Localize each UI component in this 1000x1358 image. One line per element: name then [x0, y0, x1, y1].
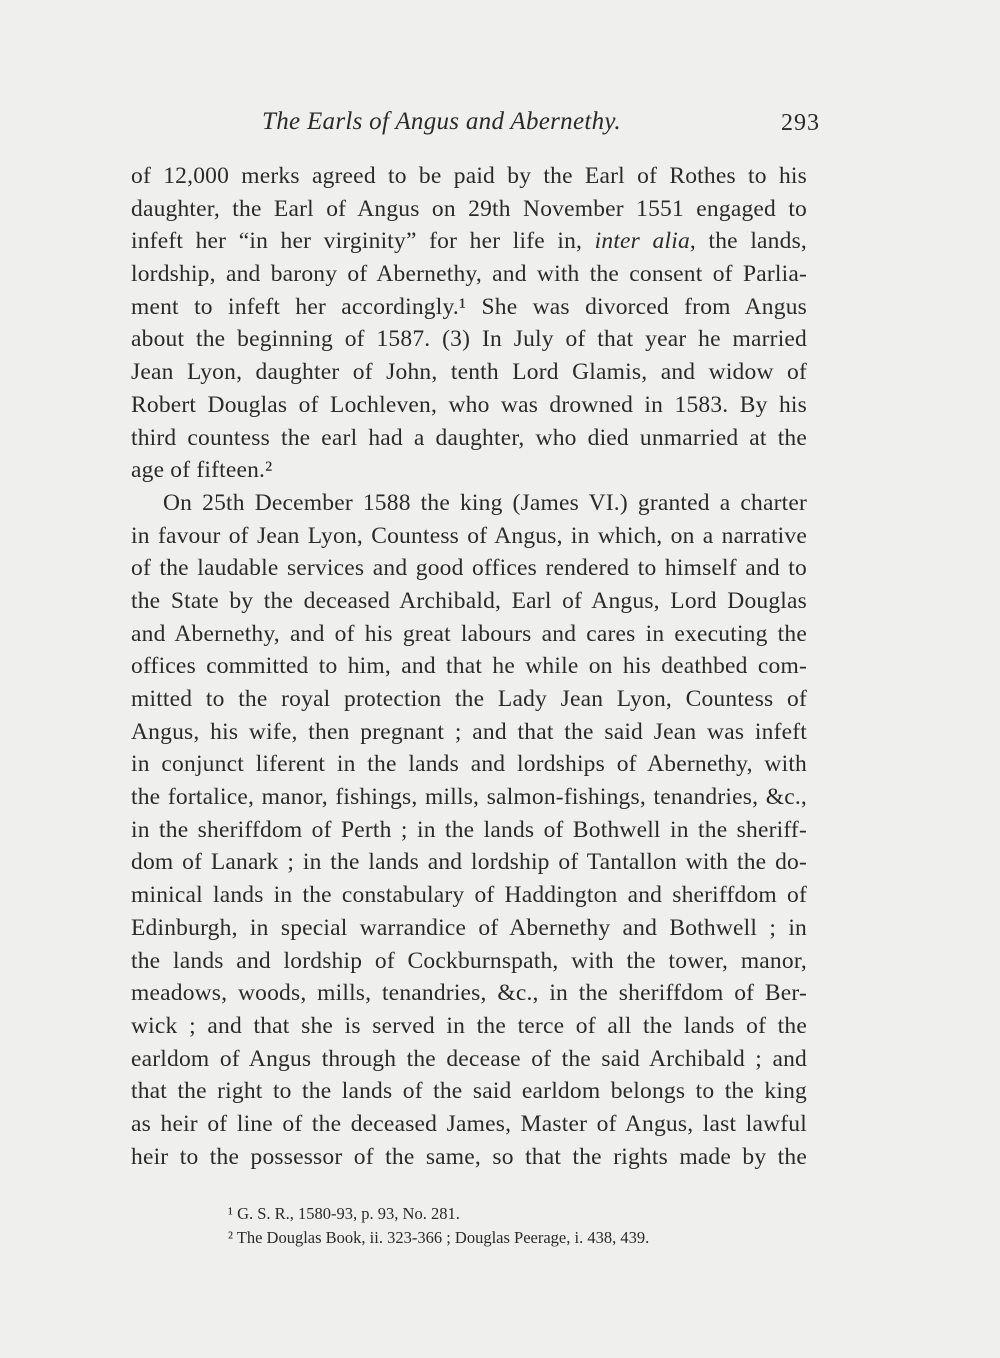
text-line: of the laudable services and good offices rendered to himself and to	[131, 555, 807, 582]
text-line: offices committed to him, and that he while on his deathbed com-	[131, 653, 807, 680]
running-title: The Earls of Angus and Abernethy.	[262, 108, 621, 135]
text-line: the State by the deceased Archibald, Earl of Angus, Lord Douglas	[131, 587, 807, 614]
running-header	[262, 108, 822, 142]
text-line: daughter, the Earl of Angus on 29th November 1551 engaged to	[131, 195, 807, 222]
text-line: earldom of Angus through the decease of the said Archibald ; and	[131, 1045, 807, 1072]
text-line: Jean Lyon, daughter of John, tenth Lord Glamis, and widow of	[131, 359, 807, 386]
text-line: lordship, and barony of Abernethy, and with the consent of Parlia-	[131, 261, 807, 288]
text-line: in favour of Jean Lyon, Countess of Angus, in which, on a narrative	[131, 522, 807, 549]
text-line: On 25th December 1588 the king (James VI.) granted a charter	[163, 489, 807, 516]
text-line: ment to infeft her accordingly.¹ She was divorced from Angus	[131, 293, 807, 320]
text-line: wick ; and that she is served in the terce of all the lands of the	[131, 1012, 807, 1039]
text-line: of 12,000 merks agreed to be paid by the Earl of Rothes to his	[131, 163, 807, 189]
text-line: minical lands in the constabulary of Haddington and sheriffdom of	[131, 882, 807, 909]
text-line: age of fifteen.²	[131, 457, 273, 484]
text-line: Angus, his wife, then pregnant ; and that the said Jean was infeft	[131, 718, 807, 745]
text-line: dom of Lanark ; in the lands and lordship of Tantallon with the do-	[131, 849, 807, 876]
text-line: the fortalice, manor, fishings, mills, salmon-fishings, tenandries, &c.,	[131, 784, 807, 811]
text-line: meadows, woods, mills, tenandries, &c., in the sheriffdom of Ber-	[131, 980, 807, 1007]
footnotes	[228, 1202, 788, 1250]
text-line: and Abernethy, and of his great labours and cares in executing the	[131, 620, 807, 647]
text-line: about the beginning of 1587. (3) In July of that year he married	[131, 326, 807, 353]
text-line: in conjunct liferent in the lands and lordships of Abernethy, with	[131, 751, 807, 778]
text-line: infeft her “in her virginity” for her life in, inter alia, the lands,	[131, 228, 807, 255]
text-line: in the sheriffdom of Perth ; in the lands of Bothwell in the sheriff-	[131, 816, 807, 843]
italic-phrase: inter alia	[594, 228, 690, 255]
text-line: heir to the possessor of the same, so that the rights made by the	[131, 1143, 807, 1170]
text-line: that the right to the lands of the said earldom belongs to the king	[131, 1078, 807, 1105]
body-text	[131, 160, 807, 1173]
text-line: mitted to the royal protection the Lady Jean Lyon, Countess of	[131, 686, 807, 712]
text-line: the lands and lordship of Cockburnspath, with the tower, manor,	[131, 947, 807, 974]
page-number: 293	[781, 110, 820, 136]
footnote: ¹ G. S. R., 1580-93, p. 93, No. 281.	[228, 1204, 460, 1223]
text-line: third countess the earl had a daughter, who died unmarried at the	[131, 424, 807, 451]
text-line: Robert Douglas of Lochleven, who was drowned in 1583. By his	[131, 391, 807, 418]
footnote: ² The Douglas Book, ii. 323-366 ; Douglas Peerage, i. 438, 439.	[228, 1228, 650, 1247]
text-line: as heir of line of the deceased James, Master of Angus, last lawful	[131, 1110, 807, 1137]
text-line: Edinburgh, in special warrandice of Abernethy and Bothwell ; in	[131, 914, 807, 941]
